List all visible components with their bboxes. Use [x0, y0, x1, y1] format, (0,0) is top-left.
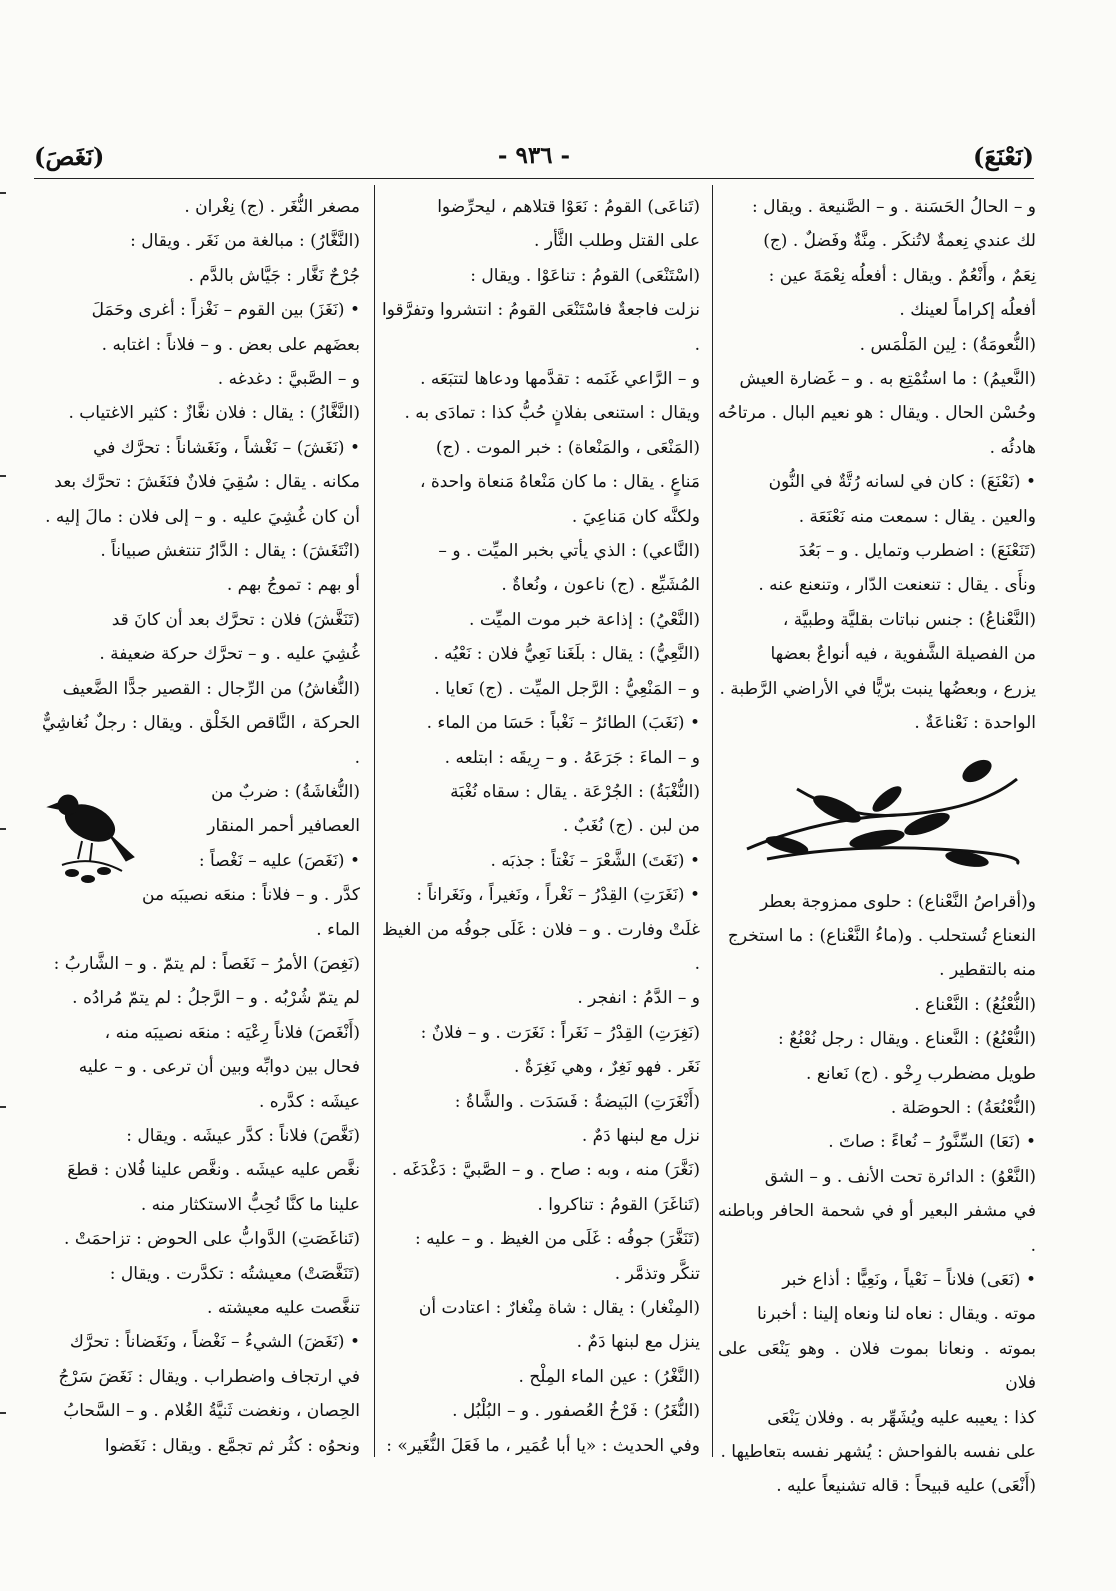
entry-line: (النُّغاشَةُ) : ضربٌ من: [211, 781, 360, 802]
entry-line: و – المَنْعِيُّ : الرَّجل الميِّت . (ج) نَعايا .: [434, 678, 700, 699]
entry-line: • (نَغَصَ) عليه – نَغْصاً :: [198, 850, 360, 871]
column-divider-left: [374, 185, 375, 1457]
mint-plant-illustration: [727, 749, 1027, 879]
entry-line: ينزل مع لبنها دَمٌ .: [576, 1332, 700, 1353]
entry-line: (نَغِصَ) الأمرُ – نَغَصاً : لم يتمّ . و – الشَّاربُ :: [53, 953, 360, 974]
entry-line: وحُسْن الحال . ويقال : هو نعيم البال . مرتاحُه هادئُه .: [718, 403, 1036, 458]
entry-line: (النَّعْناعُ) : جنس نباتات بقليَّة وطبيَّة ،: [782, 609, 1036, 630]
entry-line: فحال بين دوابِّه وبين أن ترعى . و – عليه: [78, 1057, 360, 1078]
entry-line: لك عندي نِعمةٌ لاتُنكَر . مِنَّةٌ وفَضلٌ . (ج): [763, 231, 1036, 252]
entry-line: علينا ما كنَّا نُحِبُّ الاستكثار منه .: [140, 1194, 360, 1215]
entry-line: أفعلُه إكراماً لعينك .: [899, 300, 1036, 321]
guide-word-left: (نَغَصَ): [34, 142, 105, 171]
entry-line: ولكنَّه كان مَناعِيَ .: [571, 506, 700, 527]
entry-line: يزرع ، وبعضُها ينبت برّيًّا في الأراضي الرَّطبة .: [719, 678, 1036, 699]
entry-line: (المِنْغار) : يقال : شاة مِنْغارٌ : اعتادت أن: [418, 1298, 700, 1318]
entry-line: تنكَّر وتذمَّر .: [614, 1263, 700, 1284]
entry-line: (النَّغَّازُ) : يقال : فلان نغَّازٌ : كثير الاغتياب .: [68, 403, 360, 424]
entry-line: الواحدة : نَعْناعَةٌ .: [914, 713, 1036, 734]
entry-line: طويل مضطرب رِخْو . (ج) نَعانع .: [806, 1063, 1036, 1084]
entry-line: (النَّعِيُّ) : يقال : بلَغَنا نَعِيُّ فلان : نَعْيُه .: [433, 644, 700, 665]
entry-line: العصافير أحمر المنقار: [207, 816, 360, 837]
entry-line: (النُّعومَةُ) : لِين المَلْمَس .: [859, 334, 1036, 355]
entry-line: (النَّعْوُ) : الدائرة تحت الأنف . و – الشق: [764, 1166, 1036, 1187]
entry-line: و – الدَّمُ : انفجر .: [577, 988, 700, 1009]
entry-line: (نَغَّصَ) فلاناً : كدَّر عيشَه . ويقال :: [126, 1125, 360, 1146]
entry-line: أن كان غُشِيَ عليه . و – إلى فلان : مالَ إليه .: [45, 506, 360, 527]
entry-line: (النُّغْبَةُ) : الجُرْعَة . يقال : سقاه نُغْبَة: [450, 781, 700, 802]
column-left: [42, 190, 360, 1456]
entry-line: (أَنْعَى) عليه قبيحاً : قاله تشنيعاً عليه .: [776, 1476, 1036, 1497]
entry-line: (النَّعْيُ) : إذاعة خبر موت الميِّت .: [469, 609, 700, 630]
entry-line: • (نَغَزَ) بين القوم – نَغْزاً : أغرى وحَمَلَ: [91, 300, 360, 321]
entry-line: (أَنْغَصَ) فلاناً رِعْيَه : منعَه نصيبَه منه ،: [104, 1022, 360, 1043]
entry-line: نَغَر . فهو نَغِرٌ ، وهي نَغِرَةٌ .: [513, 1057, 700, 1078]
entry-line: نغَّص عليه عيشَه . ونغَّص علينا فُلان : قطعَ: [67, 1160, 360, 1181]
scan-edge-mark: [0, 1412, 6, 1414]
entry-line: نزل مع لبنها دَمٌ .: [581, 1125, 700, 1146]
entry-line: (تَنَغَّرَ) جوفُه : غَلَى من الغيظ . و – عليه :: [415, 1229, 700, 1250]
entry-line: غُشِيَ عليه . و – تحرَّك حركة ضعيفة .: [99, 644, 360, 665]
scan-edge-mark: [0, 1106, 6, 1108]
entry-line: • (نَغَرَتِ) القِدْرُ – نَغْراً ، ونَغيراً ، ونَغَراناً :: [416, 885, 700, 906]
entry-line: (تَناغَرَ) القومُ : تناكروا .: [537, 1194, 700, 1215]
column-right: [718, 190, 1036, 1497]
entry-line: غلَتْ وفارت . و – فلان : غَلَى جوفُه من الغيظ .: [382, 919, 700, 974]
entry-line: (النَّغَّارُ) : مبالغة من نَغَر . ويقال :: [130, 231, 360, 252]
entry-line: من الفصيلة الشَّفوية ، فيه أنواعٌ بعضها: [770, 644, 1036, 665]
entry-line: و(أقراصُ النَّعْناع) : حلوى ممزوجة بعطر: [759, 891, 1036, 912]
entry-line: • (نَغَتَ) الشَّعْرَ – نَغْتاً : جذبَه .: [490, 850, 700, 871]
entry-line: (اسْتَنْعَى) القومُ : تناعَوْا . ويقال :: [470, 265, 700, 286]
page-number: - ٩٣٦ -: [497, 142, 571, 169]
entry-line: أو بهم : تموجُ بهم .: [226, 575, 360, 596]
entry-line: عيشَه : كدَّره .: [258, 1091, 360, 1112]
entry-line: • (نَغَبَ) الطائرُ – نَغْباً : حَسَا من الماء .: [426, 713, 700, 734]
entry-line: • (نَغَشَ) – نَغْشاً ، ونَغَشاناً : تحرَّك في: [93, 437, 360, 458]
entry-line: • (نَغَضَ) الشيءُ – نَغْضاً ، ونَغَضاناً : تحرَّك: [69, 1332, 360, 1353]
entry-line: (النُّعْنُعُ) : النَّعْناع .: [914, 994, 1036, 1015]
entry-line: (النَّعيمُ) : ما استُمْتِع به . و – غَضارة العيش: [739, 369, 1036, 390]
entry-line: (النُّغَرُ) : فَرْخُ العُصفور . و – البُلْبُل .: [452, 1401, 700, 1422]
entry-line: (النَّغْرُ) : عين الماء المِلْح .: [518, 1366, 700, 1387]
entry-line: • (نَعْنَعَ) : كان في لسانه رُتَّةٌ في النُّون: [768, 472, 1036, 493]
entry-line: في ارتجاف واضطراب . ويقال : نَغَضَ سَرْجُ: [58, 1366, 360, 1387]
bird-illustration: [42, 775, 138, 887]
entry-line: • (نَعَى) فلاناً – نَعْياً ، ونَعِيًّا : أذاع خبر: [782, 1269, 1036, 1290]
entry-line: مكانه . يقال : سُقِيَ فلانٌ فنَغَشَ : تحرَّك بعد: [54, 472, 360, 493]
entry-line: نِعَمٌ ، وأَنْعُمٌ . ويقال : أفعلُه نِعْمَةَ عين :: [768, 265, 1036, 286]
entry-line: منه بالتقطير .: [939, 960, 1036, 981]
entry-line: في مشفر البعير أو في شحمة الحافر وباطنه .: [718, 1201, 1036, 1256]
entry-line: (النُّعْنُعُ) : النَّعناع . ويقال : رجل نُعْنُعٌ :: [778, 1029, 1036, 1050]
entry-line: (أَنْغَرَتِ) البَيضةُ : فَسَدَت . والشَّاةُ :: [454, 1091, 700, 1112]
entry-line: و – الصَّبيَّ : دغدغه .: [217, 369, 360, 390]
entry-line: • (نَعَا) السِّنَّورُ – نُعاءً : صاتَ .: [828, 1132, 1036, 1153]
entry-line: (النَّاعي) : الذي يأتي بخبر الميِّت . و –: [438, 541, 700, 562]
entry-line: المُشَيِّع . (ج) ناعون ، ونُعاةٌ .: [501, 575, 700, 596]
entry-line: جُرْحٌ نَغَّار : جَيَّاش بالدَّم .: [188, 265, 360, 286]
entry-line: ونأَى . يقال : تنعنعت الدّار ، وتنعنع عنه .: [758, 575, 1036, 596]
entry-line: (نَغَّرَ) منه ، وبه : صاح . و – الصَّبيَّ : دَغْدَغَه .: [391, 1160, 700, 1181]
entry-line: كذا : يعيبه عليه ويُشَهِّر به . وفلان يَنْعَى: [767, 1407, 1036, 1428]
entry-line: مصغر النُّغَر . (ج) نِغْران .: [184, 197, 360, 217]
entry-line: (النُّغاشُ) من الرِّجال : القصير جدًّا الضَّعيف: [62, 678, 360, 699]
entry-line: كدَّر . و – فلاناً : منعَه نصيبَه من الماء .: [142, 885, 360, 940]
column-middle: [382, 190, 700, 1456]
entry-line: نزلت فاجعةٌ فاسْتَنْعَى القومُ : انتشروا وتفرَّقوا .: [382, 300, 700, 355]
entry-line: (نَغِرَتِ) القِدْرُ – نَغَراً : نَغَرَت . و – فلانٌ :: [420, 1022, 700, 1043]
entry-line: تنغَّصت عليه معيشته .: [207, 1298, 360, 1318]
column-divider-right: [712, 185, 713, 1457]
entry-line: على القتل وطلب الثَّأر .: [534, 231, 700, 252]
scan-edge-mark: [0, 475, 6, 477]
entry-line: و – الرَّاعي غَنَمه : تقدَّمها ودعاها لتتبَعَه .: [420, 369, 700, 390]
entry-line: الحِصان ، ونغضت ثَنيَّةُ الغُلام . و – السَّحابُ: [63, 1401, 360, 1422]
entry-line: على نفسه بالفواحش : يُشهر نفسه بتعاطيها .: [720, 1442, 1036, 1462]
entry-line: النعناع تُستحلب . و(ماءُ النَّعْناع) : ما استخرج: [727, 925, 1036, 946]
page-header: [34, 138, 1034, 179]
entry-line: موته . ويقال : نعاه لنا ونعاه إلينا : أخبرنا: [756, 1304, 1036, 1325]
scan-edge-mark: [0, 828, 6, 830]
entry-line: (تَناغَصَتِ) الدَّوابُّ على الحوض : تزاحمَتْ .: [64, 1229, 360, 1250]
entry-line: (النُّعْنُعَةُ) : الحوصَلة .: [890, 1097, 1036, 1118]
entry-line: الحركة ، النَّاقص الخَلْق . ويقال : رجلٌ نُغاشِيٌّ .: [42, 713, 360, 768]
entry-line: من لبن . (ج) نُغَبٌ .: [563, 816, 700, 837]
entry-line: والعين . يقال : سمعت منه نَعْنَعَة .: [798, 506, 1036, 527]
entry-line: و – الحالُ الحَسَنة . و – الصَّنيعة . ويقال :: [752, 197, 1036, 217]
entry-line: (تَنَعْنَعَ) : اضطرب وتمايل . و – بَعُدَ: [798, 541, 1036, 562]
entry-line: ونحوُه : كثُر ثم تجمَّع . ويقال : نَغَضوا: [104, 1435, 360, 1456]
entry-line: مَناعٍ . يقال : ما كان مَنْعاهُ مَنعاة واحدة ،: [419, 472, 700, 493]
entry-line: وفي الحديث : «يا أبا عُمَير ، ما فَعَلَ النُّغَير» :: [386, 1435, 700, 1456]
entry-line: بعضَهم على بعض . و – فلاناً : اغتابه .: [101, 334, 360, 355]
entry-line: و – الماءَ : جَرَعَهُ . و – رِيقَه : ابتلعه .: [444, 747, 700, 768]
scan-edge-mark: [0, 192, 6, 194]
entry-line: (تَنَغَّصَتْ) معيشتُه : تكدَّرت . ويقال :: [109, 1263, 360, 1284]
entry-line: ويقال : استنعى بفلانٍ حُبُّ كذا : تمادَى به .: [404, 403, 700, 424]
guide-word-right: (نَعْنَعَ): [973, 142, 1034, 171]
entry-line: (تَنَغَّشَ) فلان : تحرَّك بعد أن كانَ قد: [111, 609, 360, 630]
entry-line: لم يتمّ شُرْبُه . و – الرَّجلُ : لم يتمّ مُرادُه .: [72, 988, 360, 1009]
entry-line: (المَنْعَى ، والمَنْعاة) : خبر الموت . (ج): [435, 437, 700, 458]
entry-line: (تَناعَى) القومُ : نَعَوْا قتلاهم ، ليحرِّضوا: [437, 197, 700, 217]
entry-line: بموته . ونعانا بموت فلان . وهو يَنْعَى على فلان: [718, 1338, 1036, 1394]
entry-line: (انْتَغَشَ) : يقال : الدَّارُ تنتغش صبياناً .: [100, 541, 360, 562]
